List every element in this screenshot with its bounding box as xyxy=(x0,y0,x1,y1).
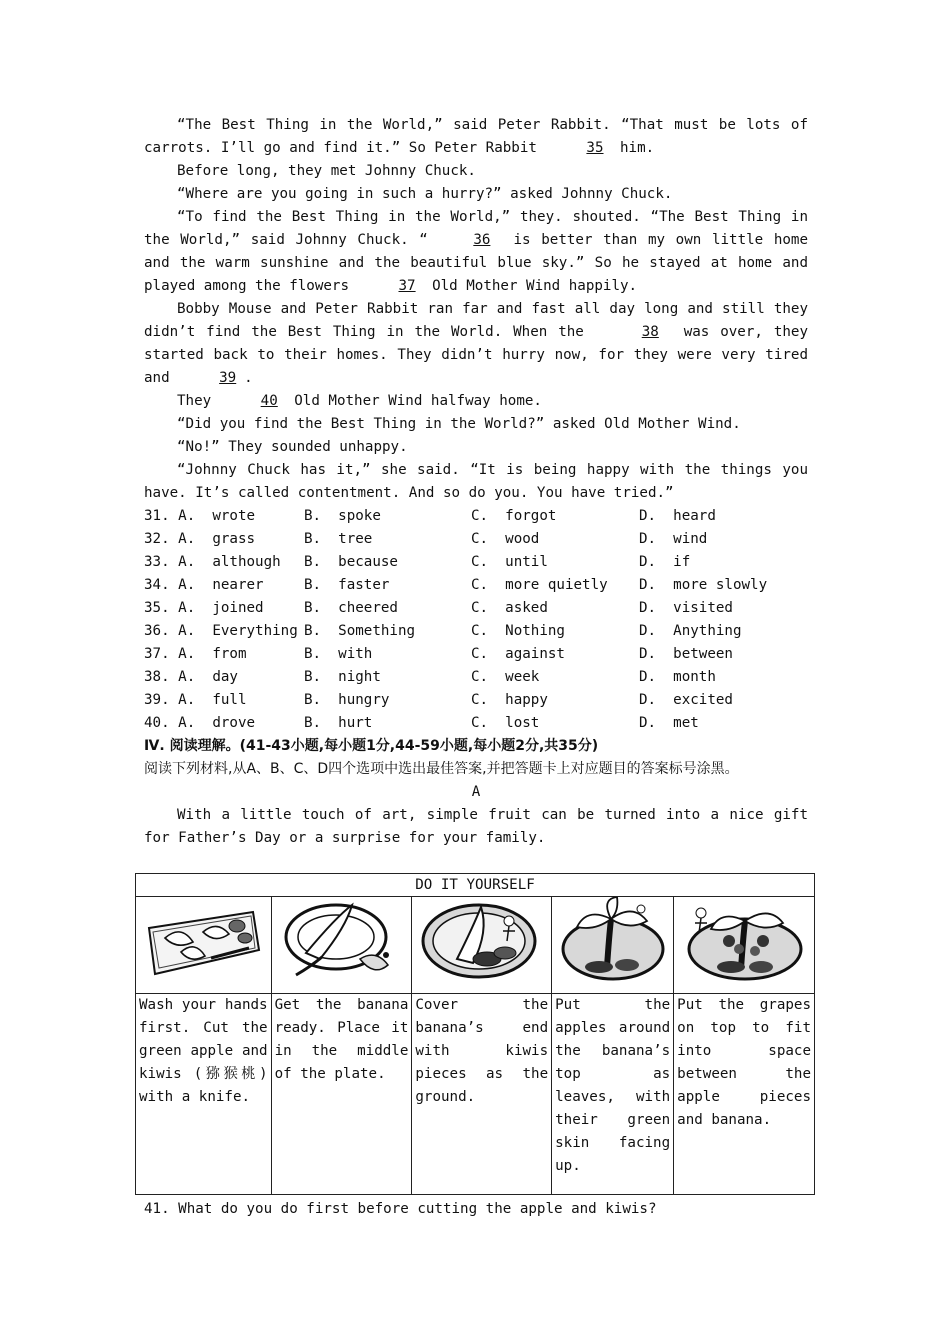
story-paragraph-6: They 40 Old Mother Wind halfway home. xyxy=(144,390,808,413)
story-paragraph-5: Bobby Mouse and Peter Rabbit ran far and fast all day long and still they didn’t find the Best Thing in the World. When the 38 was over, they started back to their homes. They didn’t hurry now, for they were very tired and 39 . xyxy=(144,298,808,390)
story-paragraph-8: “No!” They sounded unhappy. xyxy=(177,439,408,455)
blank-36: 36 xyxy=(473,232,491,248)
apple-leaves-illustration xyxy=(557,897,669,985)
story-paragraph-1: “The Best Thing in the World,” said Peter Rabbit. “That must be lots of carrots. I’ll go and find it.” So Peter Rabbit 35 him. xyxy=(144,114,808,160)
table-title: DO IT YOURSELF xyxy=(136,874,815,897)
step-4-text: Put the apples around the banana’s top as leaves, with their green skin facing up. xyxy=(552,994,674,1195)
options-list xyxy=(144,505,808,735)
option-row-40: 40. A. drove B. hurt C. lost D. met xyxy=(144,715,699,731)
step-1-picture xyxy=(136,897,272,994)
step-5-text: Put the grapes on top to fit into space between the apple pieces and banana. xyxy=(674,994,815,1195)
step-2-picture xyxy=(271,897,412,994)
step-2-text: Get the banana ready. Place it in the middle of the plate. xyxy=(271,994,412,1195)
blank-38: 38 xyxy=(641,324,659,340)
section-heading: Ⅳ. 阅读理解。(41-43小题,每小题1分,44-59小题,每小题2分,共35分) xyxy=(144,738,599,754)
blank-35: 35 xyxy=(586,140,604,156)
blank-37: 37 xyxy=(398,278,416,294)
passage-intro: With a little touch of art, simple fruit can be turned into a nice gift for Father’s Day or a surprise for your family. xyxy=(144,807,808,846)
option-row-33: 33. A. although B. because C. until D. if xyxy=(144,554,691,570)
blank-39: 39 xyxy=(219,370,237,386)
step-4-picture xyxy=(552,897,674,994)
section-instruction: 阅读下列材料,从A、B、C、D四个选项中选出最佳答案,并把答题卡上对应题目的答案标号涂黑。 xyxy=(144,761,739,777)
option-row-35: 35. A. joined B. cheered C. asked D. visited xyxy=(144,600,733,616)
option-row-31: 31. A. wrote B. spoke C. forgot D. heard xyxy=(144,508,716,524)
story-paragraph-7: “Did you find the Best Thing in the World?” asked Old Mother Wind. xyxy=(177,416,741,432)
option-row-34: 34. A. nearer B. faster C. more quietly D. more slowly xyxy=(144,577,768,593)
story-paragraph-9: “Johnny Chuck has it,” she said. “It is being happy with the things you have. It’s called contentment. And so do you. You have tried.” xyxy=(144,462,808,501)
passage-label: A xyxy=(471,784,481,800)
option-row-32: 32. A. grass B. tree C. wood D. wind xyxy=(144,531,708,547)
banana-plate-illustration xyxy=(276,897,406,985)
document-page xyxy=(144,114,808,850)
option-row-36: 36. A. Everything B. Something C. Nothing D. Anything xyxy=(144,623,742,639)
story-paragraph-2: Before long, they met Johnny Chuck. xyxy=(177,163,476,179)
diy-table xyxy=(135,873,815,1195)
grapes-plate-illustration xyxy=(679,897,809,985)
step-3-text: Cover the banana’s end with kiwis pieces as the ground. xyxy=(412,994,552,1195)
option-row-38: 38. A. day B. night C. week D. month xyxy=(144,669,716,685)
option-row-39: 39. A. full B. hungry C. happy D. excited xyxy=(144,692,733,708)
question-41: 41. What do you do first before cutting the apple and kiwis? xyxy=(144,1201,657,1217)
blank-40: 40 xyxy=(260,393,278,409)
kiwi-plate-illustration xyxy=(417,897,547,985)
option-row-37: 37. A. from B. with C. against D. between xyxy=(144,646,733,662)
step-1-text: Wash your hands first. Cut the green apple and kiwis (猕猴桃) with a knife. xyxy=(136,994,272,1195)
step-3-picture xyxy=(412,897,552,994)
step-5-picture xyxy=(674,897,815,994)
story-paragraph-4: “To find the Best Thing in the World,” they. shouted. “The Best Thing in the World,” said Johnny Chuck. “ 36 is better than my own little home and the warm sunshine and the beautiful blue sky.” So he stayed at home and played among the flowers 37 Old Mother Wind happily. xyxy=(144,206,808,298)
story-paragraph-3: “Where are you going in such a hurry?” asked Johnny Chuck. xyxy=(177,186,673,202)
cutting-board-illustration xyxy=(141,898,265,984)
